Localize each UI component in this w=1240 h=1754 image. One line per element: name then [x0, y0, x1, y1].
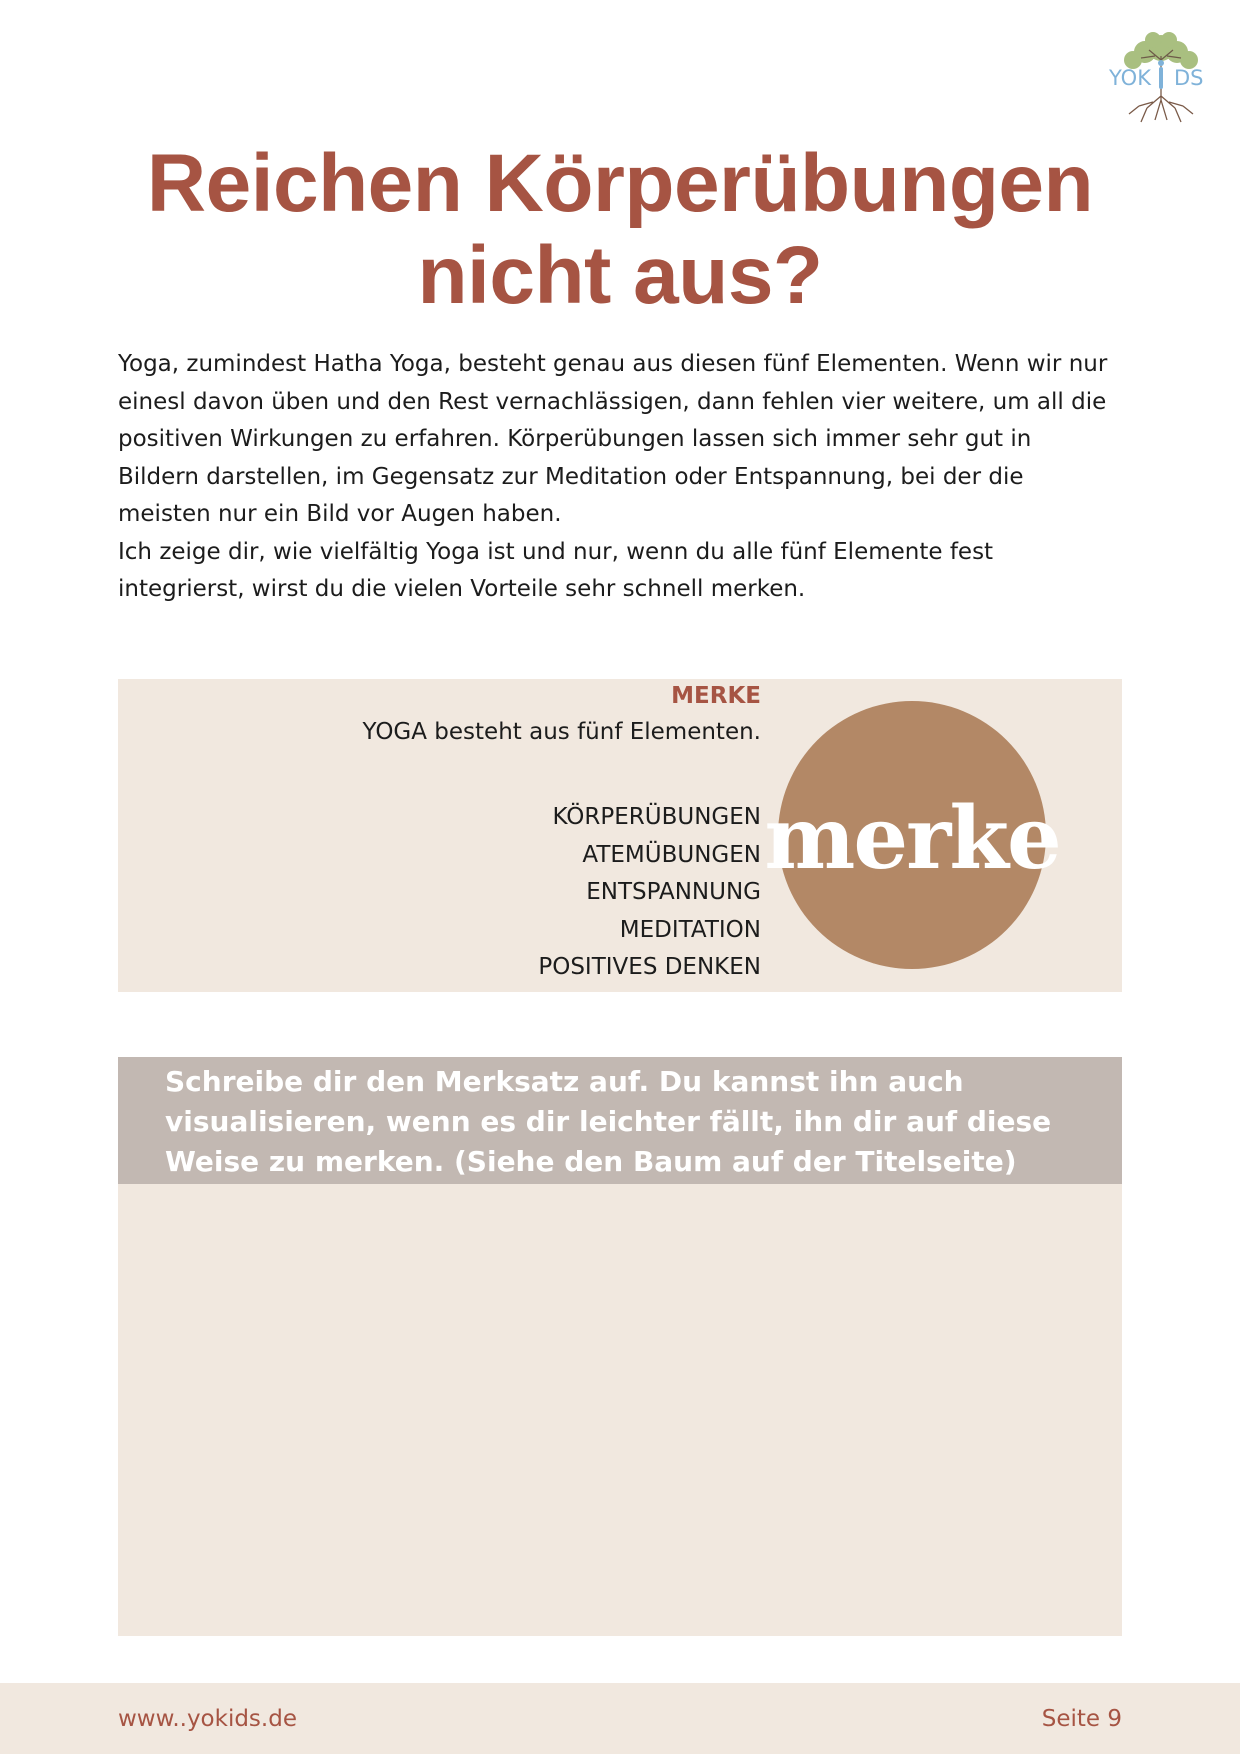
list-item: MEDITATION: [619, 916, 761, 943]
footer-url-link[interactable]: www..yokids.de: [118, 1706, 297, 1732]
tree-yoga-figure-icon: [1105, 26, 1217, 138]
list-item: KÖRPERÜBUNGEN: [552, 804, 761, 830]
merke-badge: [764, 701, 1060, 969]
task-instruction: Schreibe dir den Merksatz auf. Du kannst ihn auch visualisieren, wenn es dir leichter fällt, ihn dir auf diese Weise zu merken. (Siehe den Baum auf der Titelseite): [165, 1065, 1052, 1178]
title-line-2: nicht aus?: [417, 230, 823, 321]
writing-area[interactable]: [118, 1184, 1122, 1636]
list-item: ENTSPANNUNG: [586, 879, 761, 905]
title-line-1: Reichen Körperübungen: [146, 138, 1094, 229]
page-title: [60, 138, 1180, 322]
elements-list: [538, 799, 761, 987]
svg-text:YOK: YOK: [1109, 66, 1151, 90]
list-item: POSITIVES DENKEN: [538, 954, 761, 980]
page-number: Seite 9: [1041, 1706, 1122, 1732]
yokids-logo: [1105, 26, 1217, 138]
list-item: ATEMÜBUNGEN: [582, 841, 761, 868]
merke-text: YOGA besteht aus fünf Elementen.: [362, 719, 761, 745]
svg-text:DS: DS: [1174, 66, 1204, 90]
intro-paragraph-2: Ich zeige dir, wie vielfältig Yoga ist und nur, wenn du alle fünf Elemente fest integrierst, wirst du die vielen Vorteile sehr schnell merken.: [118, 538, 994, 602]
intro-text: [118, 346, 1118, 609]
intro-paragraph-1: Yoga, zumindest Hatha Yoga, besteht genau aus diesen fünf Elementen. Wenn wir nur einesl davon üben und den Rest vernachlässigen, dann fehlen vier weitere, um all die positiven Wirkungen zu erfahren. Körperübungen lassen sich immer sehr gut in Bildern darstellen, im Gegensatz zur Meditation oder Entspannung, bei der die meisten nur ein Bild vor Augen haben.: [118, 351, 1108, 527]
merke-heading: MERKE: [671, 683, 761, 709]
merke-badge-text: merke: [764, 787, 1060, 889]
